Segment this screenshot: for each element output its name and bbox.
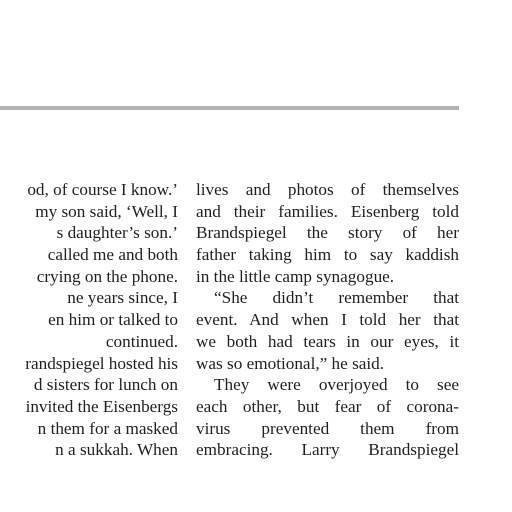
- text-line: father taking him to say kaddish: [196, 245, 459, 265]
- text-line: od, of course I know.’: [27, 180, 178, 199]
- text-line: ne years since, I: [67, 288, 178, 308]
- text-line: Brandspiegel the story of her: [196, 223, 459, 243]
- text-line: my son said, ‘Well, I: [35, 201, 178, 221]
- text-line: virus prevented them from: [196, 418, 459, 438]
- text-line: invited the Eisenbergs: [25, 396, 178, 416]
- text-line: s daughter’s son.’: [56, 223, 178, 243]
- text-line: we both had tears in our eyes, it: [196, 331, 459, 351]
- text-line: d sisters for lunch on: [33, 375, 178, 395]
- text-line: They were overjoyed to see: [214, 375, 459, 395]
- text-line: event. And when I told her that: [196, 310, 459, 330]
- right-column: [196, 179, 459, 461]
- horizontal-rule: [0, 106, 459, 110]
- text-line: randspiegel hosted his: [25, 353, 178, 373]
- text-line: en him or talked to: [48, 310, 178, 330]
- text-line: n them for a masked: [37, 418, 178, 438]
- left-column: [0, 179, 178, 461]
- text-line: crying on the phone.: [36, 266, 178, 286]
- text-line: continued.: [105, 331, 178, 351]
- text-line: embracing. Larry Brandspiegel: [196, 440, 459, 460]
- text-line: in the little camp synagogue.: [196, 266, 395, 286]
- text-line: “She didn’t remember that: [214, 288, 459, 308]
- text-line: n a sukkah. When: [55, 440, 178, 460]
- text-line: was so emotional,” he said.: [196, 353, 385, 373]
- text-line: lives and photos of themselves: [196, 180, 459, 199]
- text-line: called me and both: [47, 245, 178, 265]
- text-line: each other, but fear of corona-: [196, 396, 459, 416]
- text-line: and their families. Eisenberg told: [196, 201, 459, 221]
